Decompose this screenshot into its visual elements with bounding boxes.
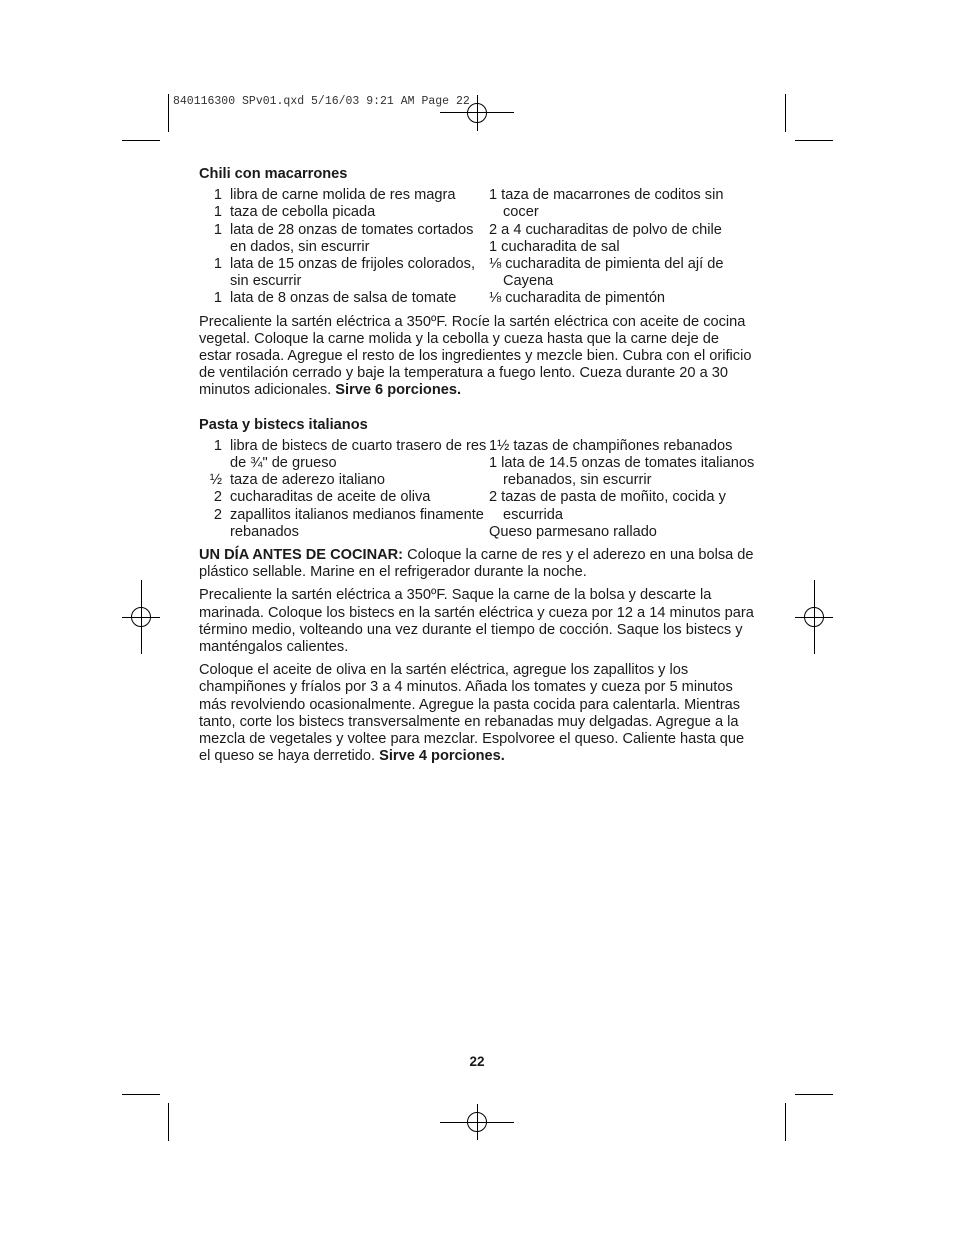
recipe-step: Coloque el aceite de oliva en la sartén eléctrica, agregue los zapallitos y los champiñones y fríalos por 3 a 4 minutos. Añada los tomates y cueza por 5 minutos más revolviendo ocasionalmente. Agregue la pasta cocida para calentarla. Mientras tanto, corte los bistecs transversalmente en rebanadas muy delgadas. Agregue a la mezcla de vegetales y voltee para mezclar. Espolvoree el queso. Caliente hasta que el queso se haya derretido. Sirve 4 porciones. bbox=[199, 662, 745, 765]
recipe-day-before: UN DÍA ANTES DE COCINAR: Coloque la carne de res y el aderezo en una bolsa de plástico sellable. Marine en el refrigerador durante la noche. bbox=[199, 547, 754, 581]
ingredient: 1 lata de 28 onzas de tomates cortados en dados, sin escurrir bbox=[213, 221, 474, 255]
printer-slug: 840116300 SPv01.qxd 5/16/03 9:21 AM Page 22 bbox=[173, 95, 470, 108]
ingredient: 1 taza de cebolla picada bbox=[213, 204, 376, 221]
crop-mark bbox=[168, 1103, 169, 1141]
ingredient: 2 a 4 cucharaditas de polvo de chile bbox=[489, 221, 722, 238]
ingredient: Queso parmesano rallado bbox=[489, 523, 657, 540]
ingredients-left bbox=[199, 438, 489, 541]
page-number: 22 bbox=[469, 1054, 485, 1069]
ingredient: 1½ tazas de champiñones rebanados bbox=[489, 437, 733, 454]
ingredient: 2 cucharaditas de aceite de oliva bbox=[213, 489, 431, 506]
ingredient: 1 lata de 15 onzas de frijoles colorados, sin escurrir bbox=[213, 256, 476, 290]
ingredient-columns bbox=[199, 187, 755, 307]
ingredients-right bbox=[489, 438, 755, 541]
crop-mark bbox=[795, 140, 833, 141]
ingredient: 1 lata de 14.5 onzas de tomates italianos rebanados, sin escurrir bbox=[489, 455, 755, 489]
crop-mark bbox=[795, 1094, 833, 1095]
ingredient: 1 libra de carne molida de res magra bbox=[213, 187, 456, 204]
crop-mark bbox=[785, 94, 786, 132]
serving-size: Sirve 4 porciones. bbox=[379, 748, 505, 765]
ingredient-columns bbox=[199, 438, 755, 541]
ingredient: ⅛ cucharadita de pimienta del ají de Cayena bbox=[489, 256, 724, 290]
crop-mark bbox=[785, 1103, 786, 1141]
ingredient: 1 cucharadita de sal bbox=[489, 238, 620, 255]
recipe-title-chili: Chili con macarrones bbox=[199, 166, 348, 182]
crop-mark bbox=[122, 1094, 160, 1095]
recipe-step: Precaliente la sartén eléctrica a 350ºF. Saque la carne de la bolsa y descarte la marinada. Coloque los bistecs en la sartén eléctrica y cueza por 12 a 14 minutos para término medio, volteando una vez durante el tiempo de cocción. Saque los bistecs y manténgalos calientes. bbox=[199, 587, 754, 656]
ingredients-right bbox=[489, 187, 755, 307]
page-content bbox=[199, 166, 755, 766]
recipe-title-pasta: Pasta y bistecs italianos bbox=[199, 416, 368, 433]
ingredient: 1 taza de macarrones de coditos sin cocer bbox=[489, 187, 724, 221]
ingredient: ½ taza de aderezo italiano bbox=[209, 472, 385, 489]
ingredient: 1 lata de 8 onzas de salsa de tomate bbox=[213, 290, 457, 307]
ingredient: ⅛ cucharadita de pimentón bbox=[489, 290, 666, 307]
crop-mark bbox=[168, 94, 169, 132]
ingredient: 2 tazas de pasta de moñito, cocida y escurrida bbox=[489, 489, 726, 523]
recipe-instructions: Precaliente la sartén eléctrica a 350ºF. Rocíe la sartén eléctrica con aceite de cocina vegetal. Coloque la carne molida y la cebolla y cueza hasta que la carne deje de estar rosada. Agregue el resto de los ingredientes y mezcle bien. Cubra con el orificio de ventilación cerrado y baje la temperatura a fuego lento. Cueza durante 20 a 30 minutos adicionales. Sirve 6 porciones. bbox=[199, 313, 752, 399]
crop-mark bbox=[122, 140, 160, 141]
ingredient: 1 libra de bistecs de cuarto trasero de res de ¾" de grueso bbox=[213, 437, 487, 472]
ingredients-left bbox=[199, 187, 489, 307]
serving-size: Sirve 6 porciones. bbox=[335, 382, 462, 399]
ingredient: 2 zapallitos italianos medianos finamente rebanados bbox=[213, 506, 484, 540]
